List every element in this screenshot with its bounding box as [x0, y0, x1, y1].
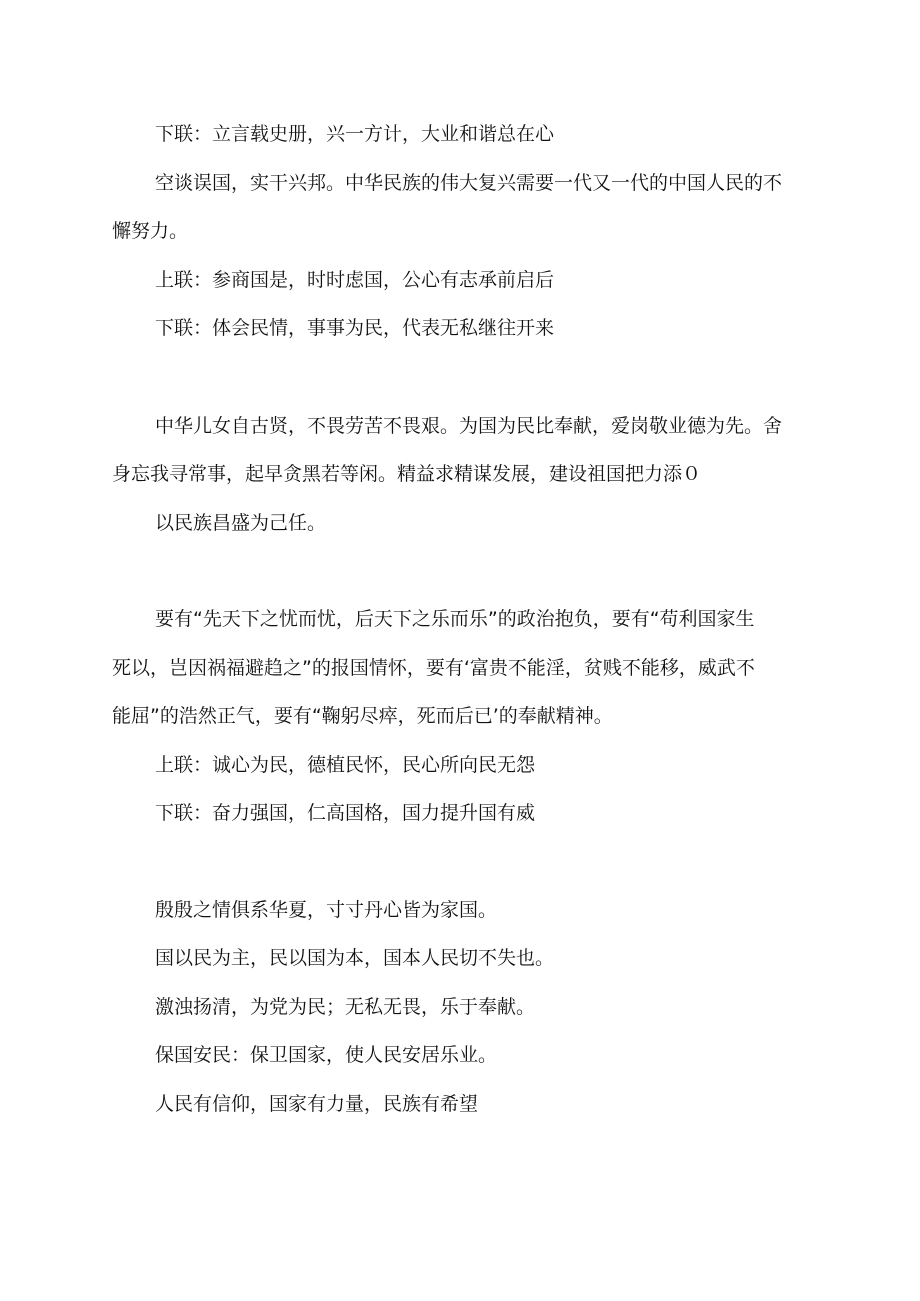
text-line-5: 下联：体会民情，事事为民，代表无私继往开来 [155, 317, 555, 339]
text-line-18: 人民有信仰，国家有力量，民族有希望 [155, 1093, 479, 1115]
text-line-10: 死以，岂因祸福避趋之”的报国情怀，要有‘富贵不能淫，贫贱不能移，威武不 [112, 657, 755, 679]
text-line-2: 空谈误国，实干兴邦。中华民族的伟大复兴需要一代又一代的中国人民的不 [155, 172, 783, 194]
text-line-13: 下联：奋力强国，仁高国格，国力提升国有威 [155, 802, 536, 824]
text-line-15: 国以民为主，民以国为本，国本人民切不失也。 [155, 947, 555, 969]
text-line-9: 要有“先天下之忧而忧，后天下之乐而乐”的政治抱负，要有“苟利国家生 [155, 608, 755, 630]
text-line-8: 以民族昌盛为己任。 [155, 512, 327, 534]
text-line-4: 上联：参商国是，时时虑国，公心有志承前启后 [155, 269, 555, 291]
text-line-11: 能屈”的浩然正气，要有“鞠躬尽瘁，死而后已’的奉献精神。 [112, 705, 613, 727]
text-line-16: 激浊扬清，为党为民；无私无畏，乐于奉献。 [155, 996, 536, 1018]
text-line-3: 懈努力。 [112, 220, 189, 242]
text-line-7: 身忘我寻常事，起早贪黑若等闲。精益求精谋发展，建设祖国把力添０ [112, 463, 702, 485]
text-line-14: 殷殷之情俱系华夏，寸寸丹心皆为家国。 [155, 899, 498, 921]
text-line-1: 下联：立言载史册，兴一方计，大业和谐总在心 [155, 123, 555, 145]
text-line-12: 上联：诚心为民，德植民怀，民心所向民无怨 [155, 754, 536, 776]
text-line-17: 保国安民：保卫国家，使人民安居乐业。 [155, 1044, 498, 1066]
text-line-6: 中华儿女自古贤，不畏劳苦不畏艰。为国为民比奉献，爱岗敬业德为先。舍 [155, 415, 783, 437]
